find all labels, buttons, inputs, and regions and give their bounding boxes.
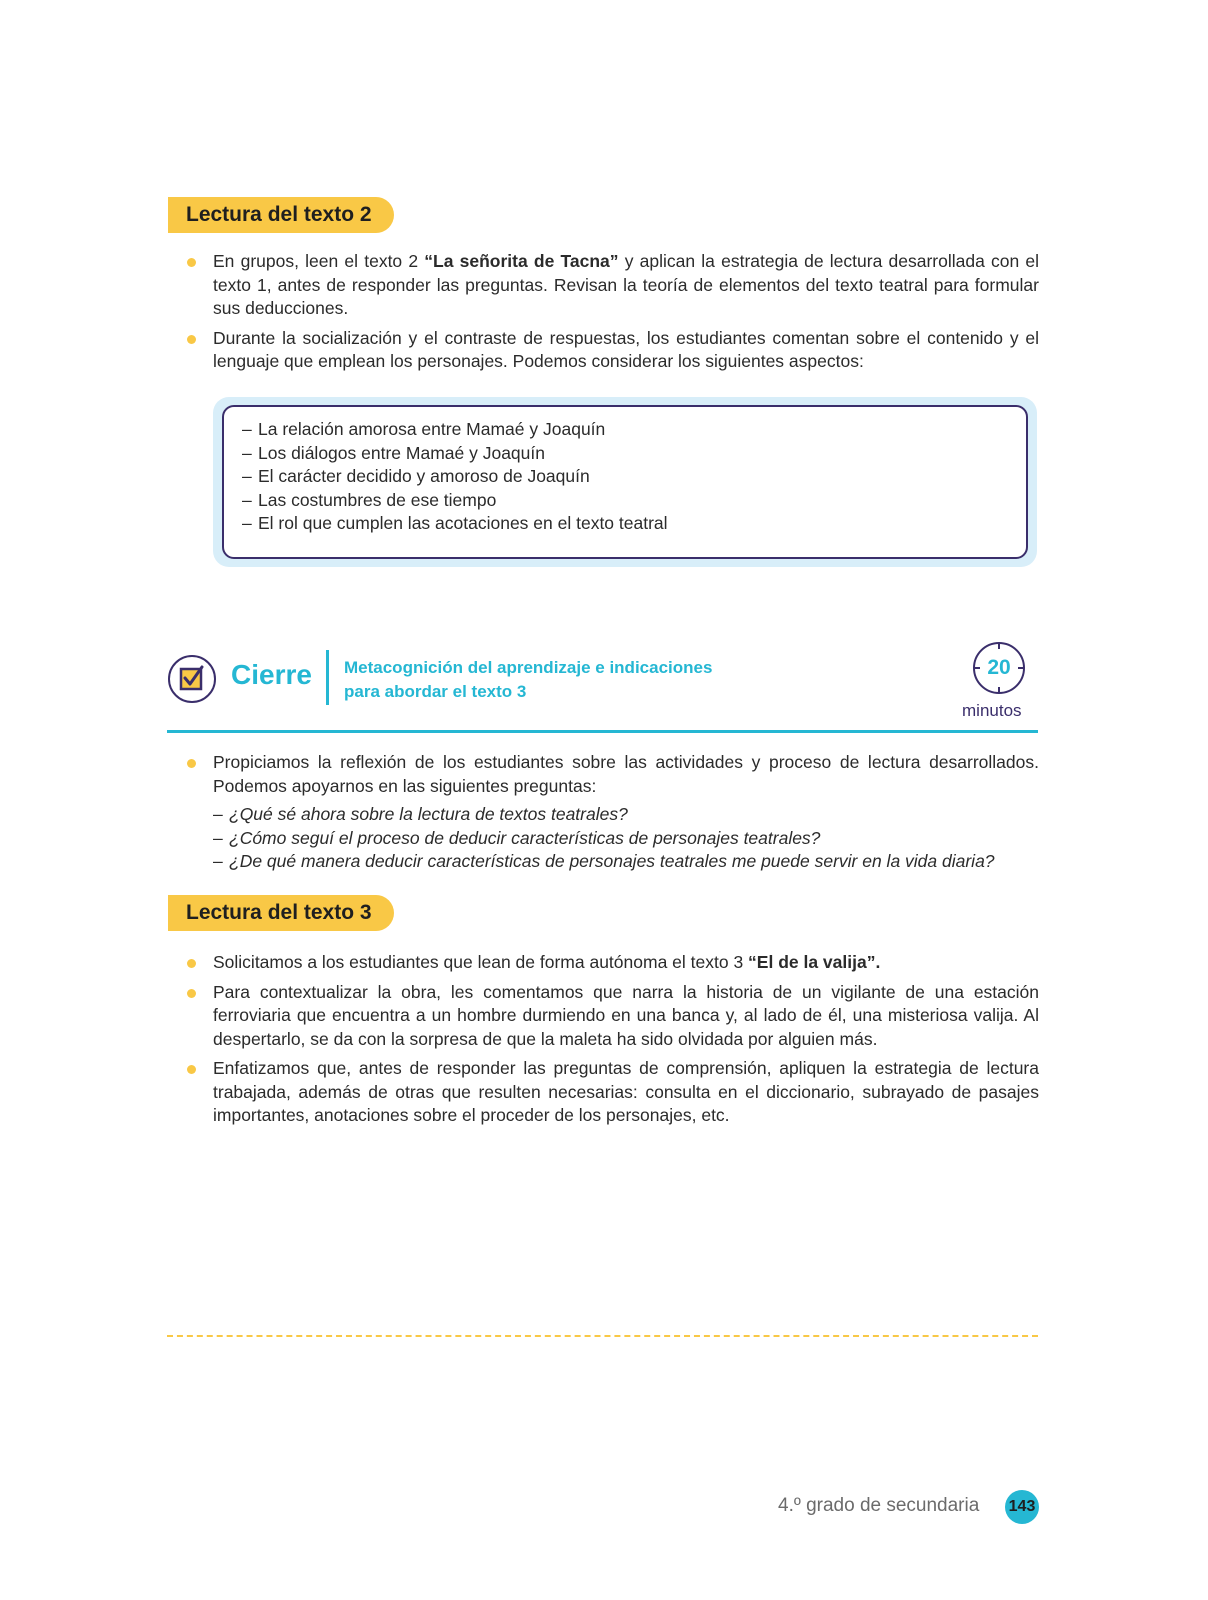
section-title-lectura-texto-2: Lectura del texto 2 — [168, 197, 394, 233]
page-number: 143 — [1005, 1490, 1039, 1524]
list-item: – Los diálogos entre Mamaé y Joaquín — [242, 442, 545, 463]
list-item: Para contextualizar la obra, les comentamos que narra la historia de un vigilante de una estación ferroviaria que encuentra a un hombre durmiendo en una banca y, al lado de él, una misteriosa valija. Al despertarlo, se da con la sorpresa de que la maleta ha sido olvidada por alguien más. — [187, 981, 1039, 1052]
list-item: – El carácter decidido y amoroso de Joaquín — [242, 466, 590, 486]
timer-clock-icon — [973, 642, 1025, 694]
list-item: En grupos, leen el texto 2 “La señorita de Tacna” y aplican la estrategia de lectura desarrollada con el texto 1, antes de responder las preguntas. Revisan la teoría de elementos del texto teatral para formular sus deducciones. — [187, 250, 1039, 321]
aspects-box — [222, 405, 1028, 559]
footer-grade: 4.º grado de secundaria — [778, 1495, 980, 1516]
list-item: – ¿De qué manera deducir características de personajes teatrales me puede servir en la vida diaria? — [213, 851, 995, 871]
cierre-underline — [167, 730, 1038, 733]
bullet-dot-icon — [187, 759, 196, 768]
list-item: – El rol que cumplen las acotaciones en el texto teatral — [242, 513, 668, 533]
bullet-dot-icon — [187, 258, 196, 267]
cierre-title: Cierre — [231, 659, 312, 690]
cierre-questions-list — [213, 803, 995, 874]
cierre-divider — [326, 650, 329, 705]
aspects-list — [242, 418, 668, 536]
section-title-lectura-texto-3: Lectura del texto 3 — [168, 895, 394, 931]
timer-minutes-value: 20 — [987, 656, 1011, 679]
list-item: – ¿Cómo seguí el proceso de deducir características de personajes teatrales? — [213, 827, 821, 848]
dashed-divider — [167, 1335, 1038, 1337]
checkbox-check-icon — [168, 655, 216, 703]
timer-minutes-label: minutos — [962, 701, 1022, 720]
list-item: Durante la socialización y el contraste de respuestas, los estudiantes comentan sobre el contenido y el lenguaje que emplean los personajes. Podemos considerar los siguientes aspectos: — [187, 327, 1039, 374]
list-item: – Las costumbres de ese tiempo — [242, 489, 497, 510]
bullet-dot-icon — [187, 335, 196, 344]
bullet-dot-icon — [187, 989, 196, 998]
bullet-dot-icon — [187, 959, 196, 968]
section1-bullet-list — [187, 250, 1039, 380]
cierre-subtitle: Metacognición del aprendizaje e indicaciones para abordar el texto 3 — [344, 658, 713, 701]
section3-bullet-list — [187, 951, 1039, 1134]
list-item: Solicitamos a los estudiantes que lean de forma autónoma el texto 3 “El de la valija”. — [187, 951, 1039, 975]
bullet-dot-icon — [187, 1065, 196, 1074]
list-item: – La relación amorosa entre Mamaé y Joaquín — [242, 419, 606, 439]
list-item: – ¿Qué sé ahora sobre la lectura de textos teatrales? — [213, 804, 628, 824]
list-item: Enfatizamos que, antes de responder las preguntas de comprensión, apliquen la estrategia de lectura trabajada, además de otras que resulten necesarias: consulta en el diccionario, subrayado de pasajes importantes, anotaciones sobre el proceder de los personajes, etc. — [187, 1057, 1039, 1128]
cierre-bullet-list — [187, 751, 1039, 801]
list-item: Propiciamos la reflexión de los estudiantes sobre las actividades y proceso de lectura desarrollados. Podemos apoyarnos en las siguientes preguntas: — [187, 751, 1039, 798]
